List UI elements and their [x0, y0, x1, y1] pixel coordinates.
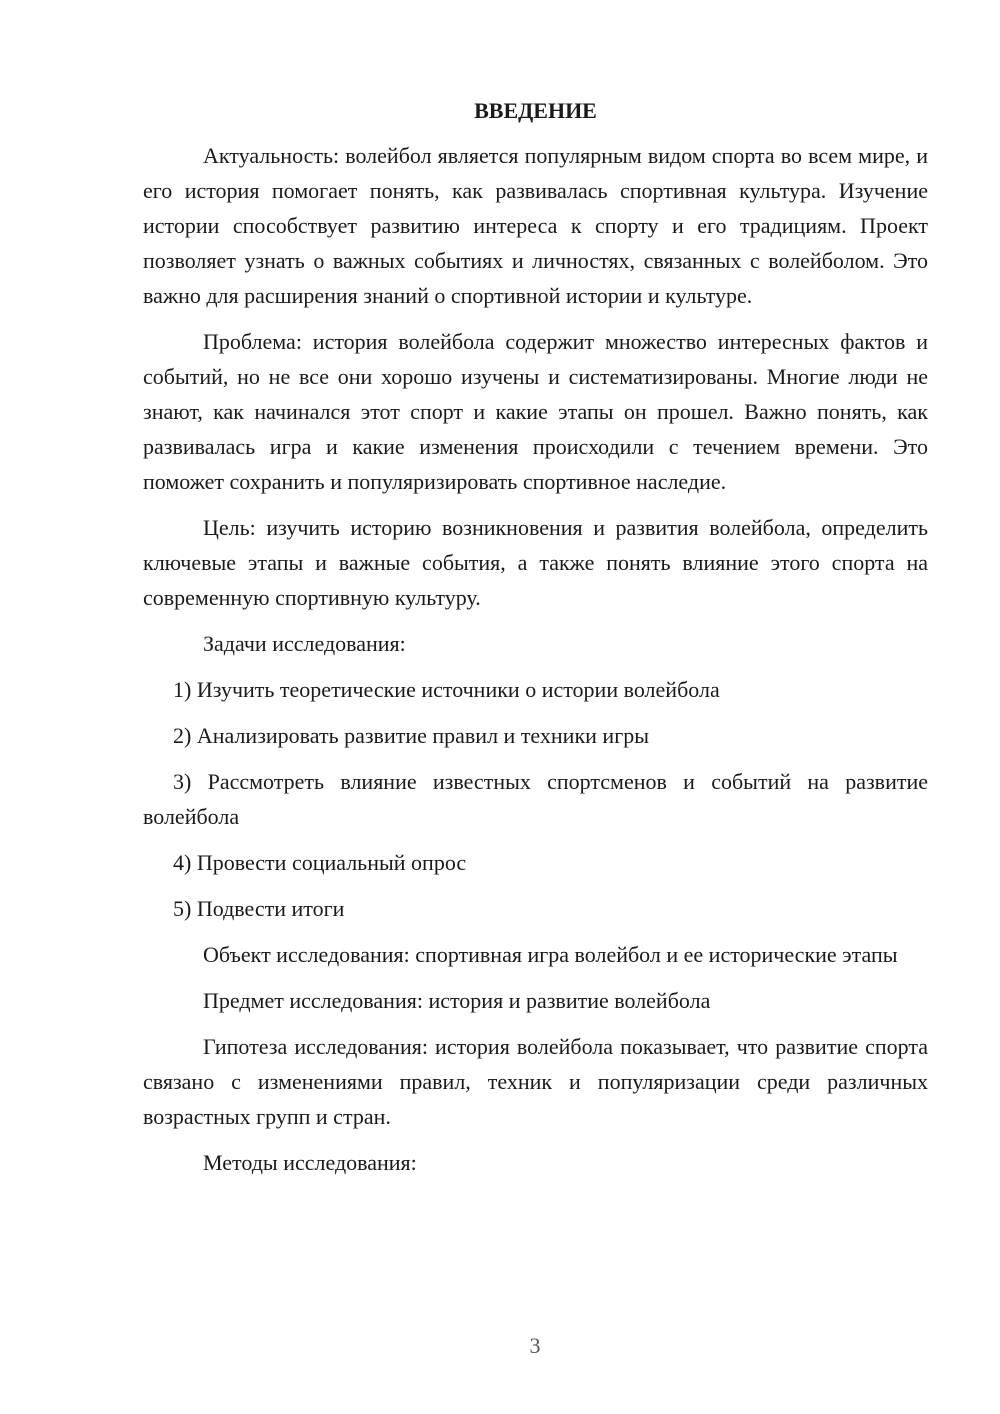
subject-paragraph: Предмет исследования: история и развитие волейбола	[203, 988, 711, 1013]
section-title: ВВЕДЕНИЕ	[474, 98, 597, 123]
hypothesis-paragraph: Гипотеза исследования: история волейбола показывает, что развитие спорта связано с изменениями правил, техник и популяризации среди различных возрастных групп и стран.	[143, 1034, 928, 1129]
document-page	[143, 96, 928, 1191]
problem-paragraph: Проблема: история волейбола содержит множество интересных фактов и событий, но не все они хорошо изучены и систематизированы. Многие люди не знают, как начинался этот спорт и какие этапы он прошел. Важно понять, как развивалась игра и какие изменения происходили с течением времени. Это поможет сохранить и популяризировать спортивное наследие.	[143, 329, 928, 494]
page-number: 3	[529, 1333, 541, 1358]
task-item-2: 2) Анализировать развитие правил и техники игры	[173, 723, 649, 748]
task-item-4: 4) Провести социальный опрос	[173, 850, 467, 875]
methods-heading: Методы исследования:	[203, 1150, 417, 1175]
task-item-5: 5) Подвести итоги	[173, 896, 345, 921]
tasks-heading: Задачи исследования:	[203, 631, 406, 656]
task-item-1: 1) Изучить теоретические источники о истории волейбола	[173, 677, 720, 702]
relevance-paragraph: Актуальность: волейбол является популярным видом спорта во всем мире, и его история помогает понять, как развивалась спортивная культура. Изучение истории способствует развитию интереса к спорту и его традициям. Проект позволяет узнать о важных событиях и личностях, связанных с волейболом. Это важно для расширения знаний о спортивной истории и культуре.	[143, 143, 928, 308]
object-paragraph: Объект исследования: спортивная игра волейбол и ее исторические этапы	[203, 942, 898, 967]
goal-paragraph: Цель: изучить историю возникновения и развития волейбола, определить ключевые этапы и важные события, а также понять влияние этого спорта на современную спортивную культуру.	[143, 515, 928, 610]
task-item-3: 3) Рассмотреть влияние известных спортсменов и событий на развитие волейбола	[143, 769, 928, 829]
